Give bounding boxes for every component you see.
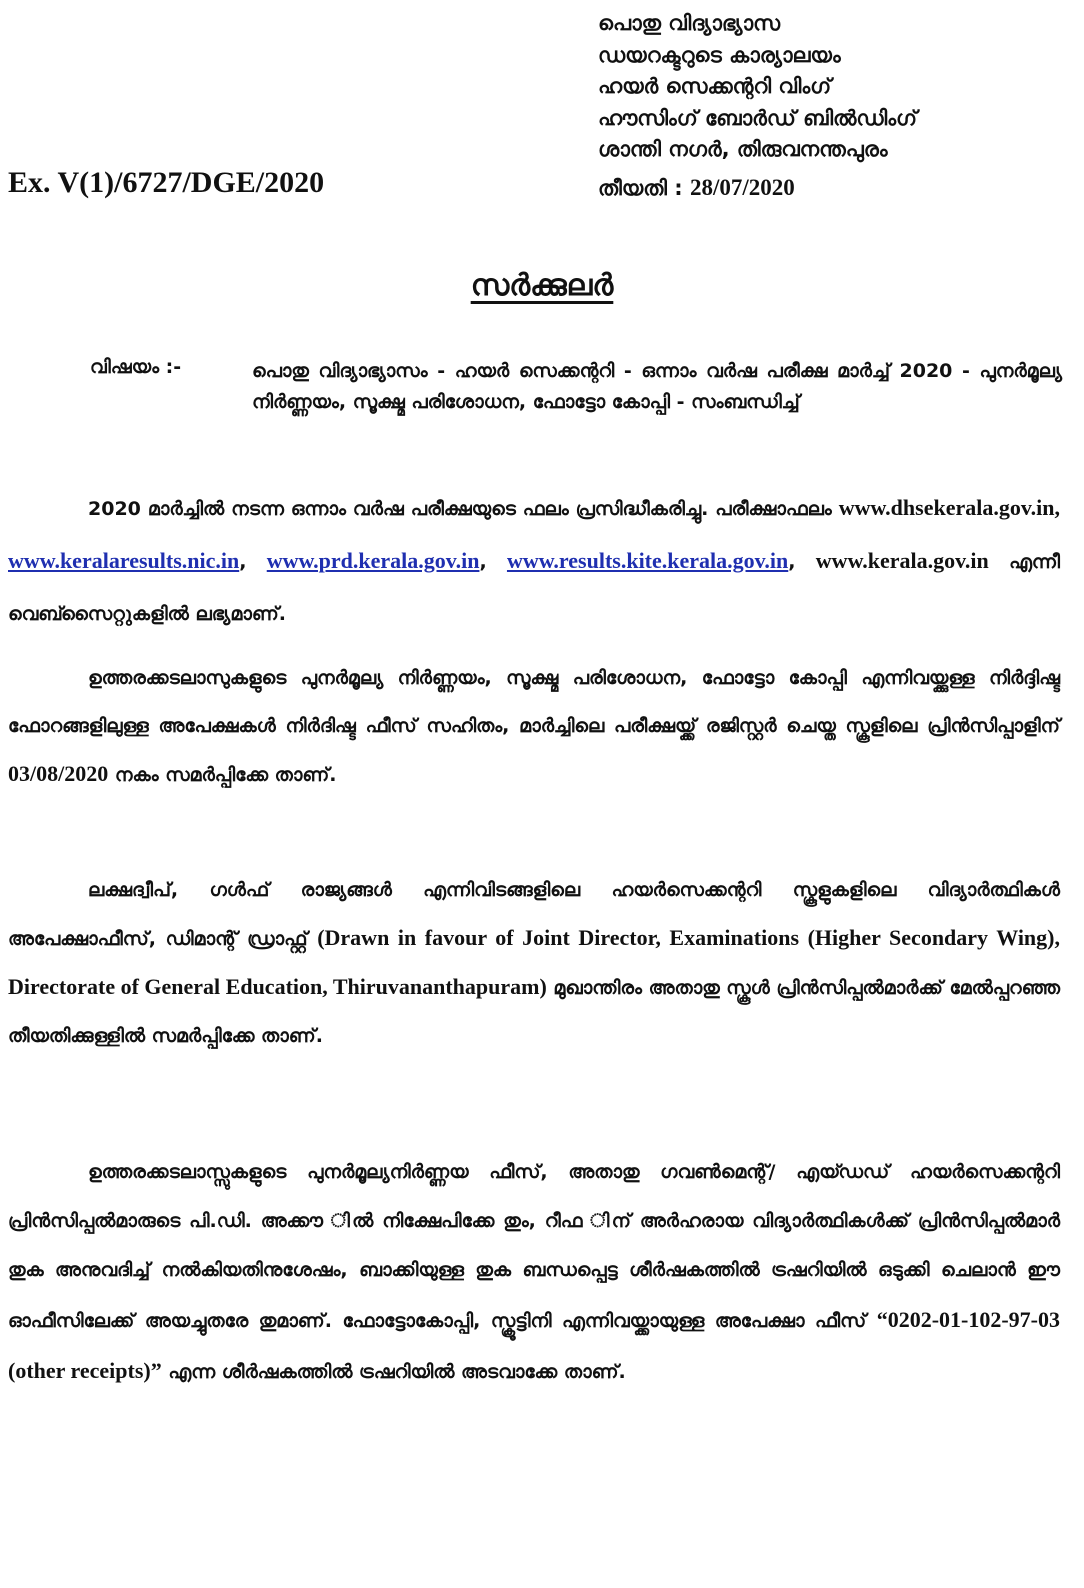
- application-deadline: 03/08/2020: [8, 761, 109, 786]
- fees-text: ഉത്തരക്കടലാസ്സുകളുടെ പുനർമൂല്യനിർണ്ണയ ഫീസ്, അതാതു ഗവൺമെന്റ്/ എയ്ഡഡ് ഹയർസെക്കന്ററി പ്രിൻസിപ്പൽമാരുടെ പി.ഡി. അക്കൗ ിൽ നിക്ഷേപിക്കേ തും, റീഫ ിന് അർഹരായ വിദ്യാർത്ഥികൾക്ക് പ്രിൻസിപ്പൽമാർ തുക അനുവദിച്ച് നൽകിയതിനുശേഷം, ബാക്കിയുള്ള തുക ബന്ധപ്പെട്ട ശീർഷകത്തിൽ ട്രഷറിയിൽ ഒടുക്കി ചെലാൻ ഈ ഓഫീസിലേക്ക് അയച്ചുതരേ തുമാണ്. ഫോട്ടോകോപ്പി, സ്ക്രൂട്ടിനി എന്നിവയ്ക്കായുള്ള അപേക്ഷാ ഫീസ്: [8, 1161, 1060, 1332]
- paragraph-application: [8, 654, 1060, 799]
- title-text: സർക്കുലർ: [470, 268, 614, 303]
- address-line-4: ഹൗസിംഗ് ബോർഡ് ബിൽഡിംഗ്: [598, 105, 918, 130]
- link-keralaresults[interactable]: www.keralaresults.nic.in: [8, 548, 240, 573]
- address-line-1: പൊതു വിദ്യാഭ്യാസ: [598, 11, 780, 35]
- site-dhse: www.dhsekerala.gov.in,: [838, 495, 1060, 520]
- gulf-end: മുഖാന്തിരം അതാതു സ്കൂൾ പ്രിൻസിപ്പൽമാർക്ക് മേൽപ്പറഞ്ഞ തീയതിക്കുള്ളിൽ സമർപ്പിക്കേ താണ്.: [8, 977, 1060, 1047]
- fees-head-of-account: “0202-01-102-97-03 (other receipts)”: [8, 1307, 1061, 1383]
- fees-end: എന്ന ശീർഷകത്തിൽ ട്രഷറിയിൽ അടവാക്കേ താണ്.: [168, 1361, 626, 1383]
- subject-label: വിഷയം :-: [90, 356, 182, 378]
- results-outro: എന്നീ വെബ്സൈറ്റുകളിൽ ലഭ്യമാണ്.: [8, 551, 1061, 625]
- address-line-3: ഹയർ സെക്കന്ററി വിംഗ്: [598, 74, 832, 98]
- date-label: തീയതി :: [598, 175, 683, 200]
- date-line: [598, 172, 917, 205]
- gulf-draft-favour: (Drawn in favour of Joint Director, Examinations (Higher Secondary Wing), Directorate of General Education, Thiruvananthapuram): [8, 925, 1060, 999]
- office-address-block: [598, 8, 917, 204]
- results-intro: 2020 മാർച്ചിൽ നടന്ന ഒന്നാം വർഷ പരീക്ഷയുടെ ഫലം പ്രസിദ്ധീകരിച്ചു. പരീക്ഷാഫലം: [88, 498, 832, 520]
- paragraph-results: 2020 മാർച്ചിൽ നടന്ന ഒന്നാം വർഷ പരീക്ഷയുടെ ഫലം പ്രസിദ്ധീകരിച്ചു. പരീക്ഷാഫലം www.dhsekerala.gov.in, www.keralaresults.nic.in, www.prd.kerala.gov.in, www.results.kite.kerala.gov.in, www.kerala.gov.in എന്നീ വെബ്സൈറ്റുകളിൽ ലഭ്യമാണ്.: [8, 495, 1061, 625]
- paragraph-fees: [8, 1148, 1060, 1397]
- site-kerala-gov: www.kerala.gov.in: [815, 548, 989, 573]
- application-text: ഉത്തരക്കടലാസുകളുടെ പുനർമൂല്യ നിർണ്ണയം, സൂക്ഷ്മ പരിശോധന, ഫോട്ടോ കോപ്പി എന്നിവയ്ക്കുള്ള നിർദ്ദിഷ്ട ഫോറങ്ങളിലുള്ള അപേക്ഷകൾ നിർദിഷ്ട ഫീസ് സഹിതം, മാർച്ചിലെ പരീക്ഷയ്ക്ക് രജിസ്റ്റർ ചെയ്ത സ്കൂളിലെ പ്രിൻസിപ്പാളിന്: [8, 667, 1060, 737]
- link-results-kite[interactable]: www.results.kite.kerala.gov.in: [506, 548, 789, 573]
- address-line-5: ശാന്തി നഗർ, തിരുവനന്തപുരം: [598, 137, 888, 161]
- subject-text: പൊതു വിദ്യാഭ്യാസം - ഹയർ സെക്കന്ററി - ഒന്നാം വർഷ പരീക്ഷ മാർച്ച് 2020 - പുനർമൂല്യ നിർണ്ണയം, സൂക്ഷ്മ പരിശോധന, ഫോട്ടോ കോപ്പി - സംബന്ധിച്ച്: [252, 360, 1062, 413]
- reference-number: Ex. V(1)/6727/DGE/2020: [8, 166, 325, 199]
- gulf-text: ലക്ഷദ്വീപ്, ഗൾഫ് രാജ്യങ്ങൾ എന്നിവിടങ്ങളിലെ ഹയർസെക്കന്ററി സ്കൂളുകളിലെ വിദ്യാർത്ഥികൾ അപേക്ഷാഫീസ്, ഡിമാന്റ് ഡ്രാഫ്റ്റ്: [8, 879, 1060, 950]
- application-end: നകം സമർപ്പിക്കേ താണ്.: [114, 764, 337, 786]
- paragraph-gulf: [8, 866, 1060, 1060]
- date-value: 28/07/2020: [690, 174, 795, 200]
- link-prd[interactable]: www.prd.kerala.gov.in: [266, 548, 480, 573]
- address-line-2: ഡയറക്ടറുടെ കാര്യാലയം: [598, 42, 841, 67]
- page-title: [0, 268, 1084, 303]
